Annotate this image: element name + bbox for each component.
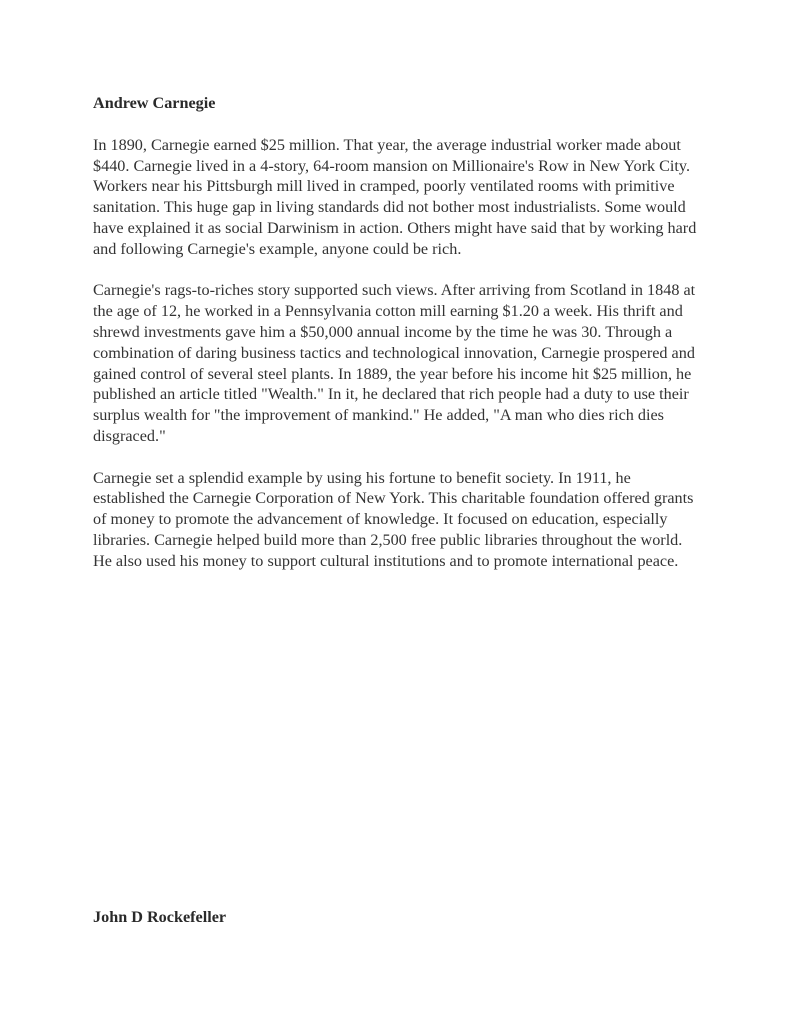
paragraph-1: In 1890, Carnegie earned $25 million. That year, the average industrial worker made about $440. Carnegie lived in a 4-story, 64-room mansion on Millionaire's Row in New York City. Workers near his Pittsburgh mill lived in cramped, poorly ventilated rooms with primitive sanitation. This huge gap in living standards did not bother most industrialists. Some would have explained it as social Darwinism in action. Others might have said that by working hard and following Carnegie's example, anyone could be rich. [93, 135, 697, 258]
paragraph-2: Carnegie's rags-to-riches story supported such views. After arriving from Scotland in 1848 at the age of 12, he worked in a Pennsylvania cotton mill earning $1.20 a week. His thrift and shrewd investments gave him a $50,000 annual income by the time he was 30. Through a combination of daring business tactics and technological innovation, Carnegie prospered and gained control of several steel plants. In 1889, the year before his income hit $25 million, he published an article titled "Wealth." In it, he declared that rich people had a duty to use their surplus wealth for "the improvement of mankind." He added, "A man who dies rich dies disgraced." [93, 281, 696, 445]
paragraph-3: Carnegie set a splendid example by using his fortune to benefit society. In 1911, he established the Carnegie Corporation of New York. This charitable foundation offered grants of money to promote the advancement of knowledge. It focused on education, especially libraries. Carnegie helped build more than 2,500 free public libraries throughout the world. He also used his money to support cultural institutions and to promote international peace. [93, 468, 694, 570]
section-title-carnegie: Andrew Carnegie [93, 94, 216, 112]
document-body [93, 93, 703, 592]
section-title-rockefeller: John D Rockefeller [93, 908, 227, 926]
